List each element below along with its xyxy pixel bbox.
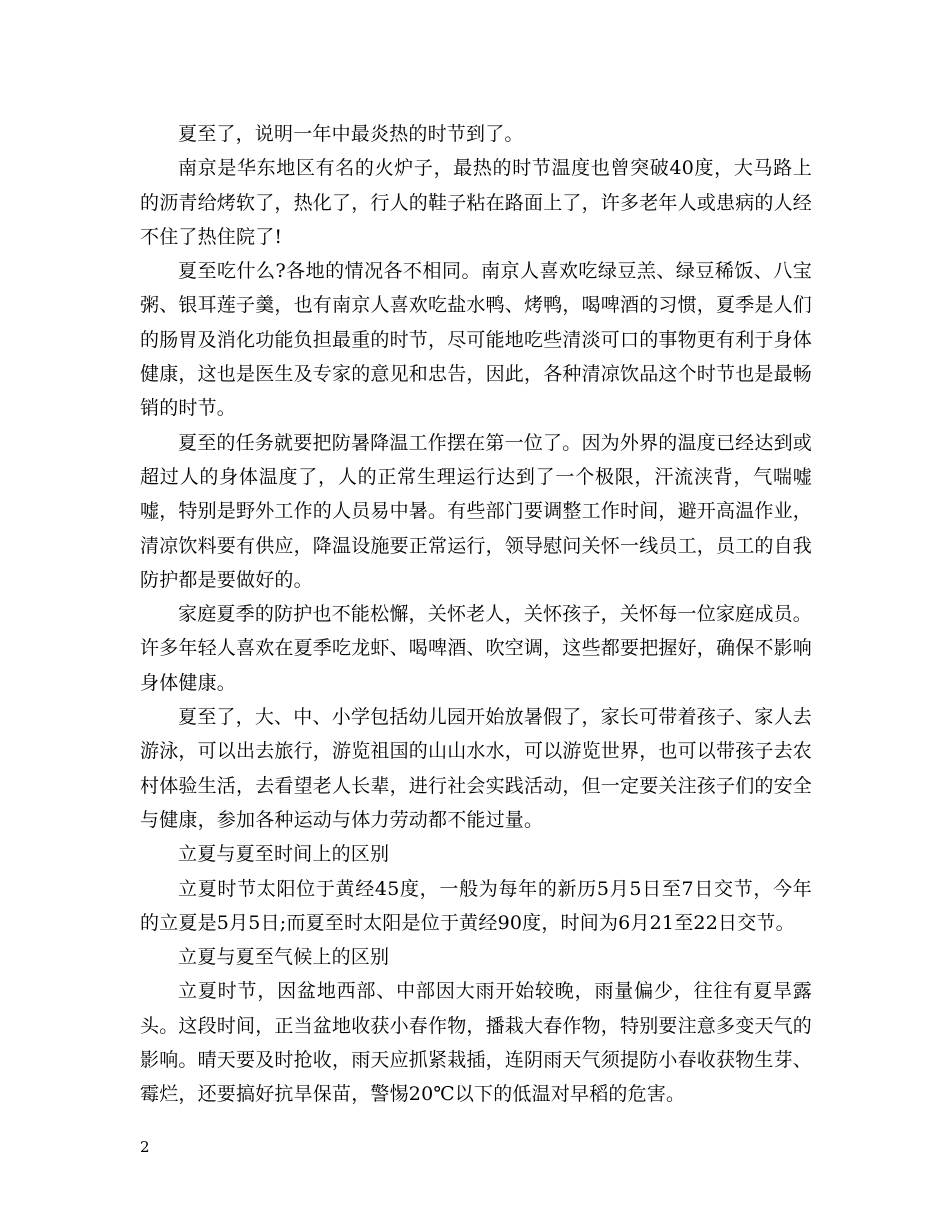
paragraph-heat-prevention: 夏至的任务就要把防暑降温工作摆在第一位了。因为外界的温度已经达到或超过人的身体温度了，人的正常生理运行达到了一个极限，汗流浃背，气喘嘘嘘，特别是野外工作的人员易中暑。有些部门要调整工作时间，避开高温作业，清凉饮料要有供应，降温设施要正常运行，领导慰问关怀一线员工，员工的自我防护都是要做好的。 [140, 431, 813, 591]
section-heading-time-difference: 立夏与夏至时间上的区别 [178, 843, 390, 866]
section-heading-climate-difference: 立夏与夏至气候上的区别 [178, 946, 390, 969]
paragraph-climate-difference: 立夏时节，因盆地西部、中部因大雨开始较晚，雨量偏少，往往有夏旱露头。这段时间，正当盆地收获小春作物，播栽大春作物，特别要注意多变天气的影响。晴天要及时抢收，雨天应抓紧栽插，连阴雨天气须提防小春收获物生芽、霉烂，还要搞好抗旱保苗，警惕20℃以下的低温对早稻的危害。 [140, 980, 813, 1106]
document-body [140, 117, 812, 1112]
paragraph-summer-solstice-intro: 夏至了，说明一年中最炎热的时节到了。 [178, 123, 524, 145]
paragraph-solstice-food: 夏至吃什么?各地的情况各不相同。南京人喜欢吃绿豆羔、绿豆稀饭、八宝粥、银耳莲子羹，也有南京人喜欢吃盐水鸭、烤鸭，喝啤酒的习惯，夏季是人们的肠胃及消化功能负担最重的时节，尽可能地吃些清淡可口的事物更有利于身体健康，这也是医生及专家的意见和忠告，因此，各种清凉饮品这个时节也是最畅销的时节。 [140, 260, 813, 420]
paragraph-nanjing-heat: 南京是华东地区有名的火炉子，最热的时节温度也曾突破40度，大马路上的沥青给烤软了，热化了，行人的鞋子粘在路面上了，许多老年人或患病的人经不住了热住院了! [140, 157, 813, 248]
paragraph-family-protection: 家庭夏季的防护也不能松懈，关怀老人，关怀孩子，关怀每一位家庭成员。许多年轻人喜欢在夏季吃龙虾、喝啤酒、吹空调，这些都要把握好，确保不影响身体健康。 [140, 603, 813, 694]
paragraph-summer-vacation: 夏至了，大、中、小学包括幼儿园开始放暑假了，家长可带着孩子、家人去游泳，可以出去旅行，游览祖国的山山水水，可以游览世界，也可以带孩子去农村体验生活，去看望老人长辈，进行社会实践活动，但一定要关注孩子们的安全与健康，参加各种运动与体力劳动都不能过量。 [140, 706, 813, 831]
paragraph-time-difference: 立夏时节太阳位于黄经45度，一般为每年的新历5月5日至7日交节，今年的立夏是5月5日;而夏至时太阳是位于黄经90度，时间为6月21至22日交节。 [140, 877, 812, 934]
page-number: 2 [140, 1138, 150, 1156]
